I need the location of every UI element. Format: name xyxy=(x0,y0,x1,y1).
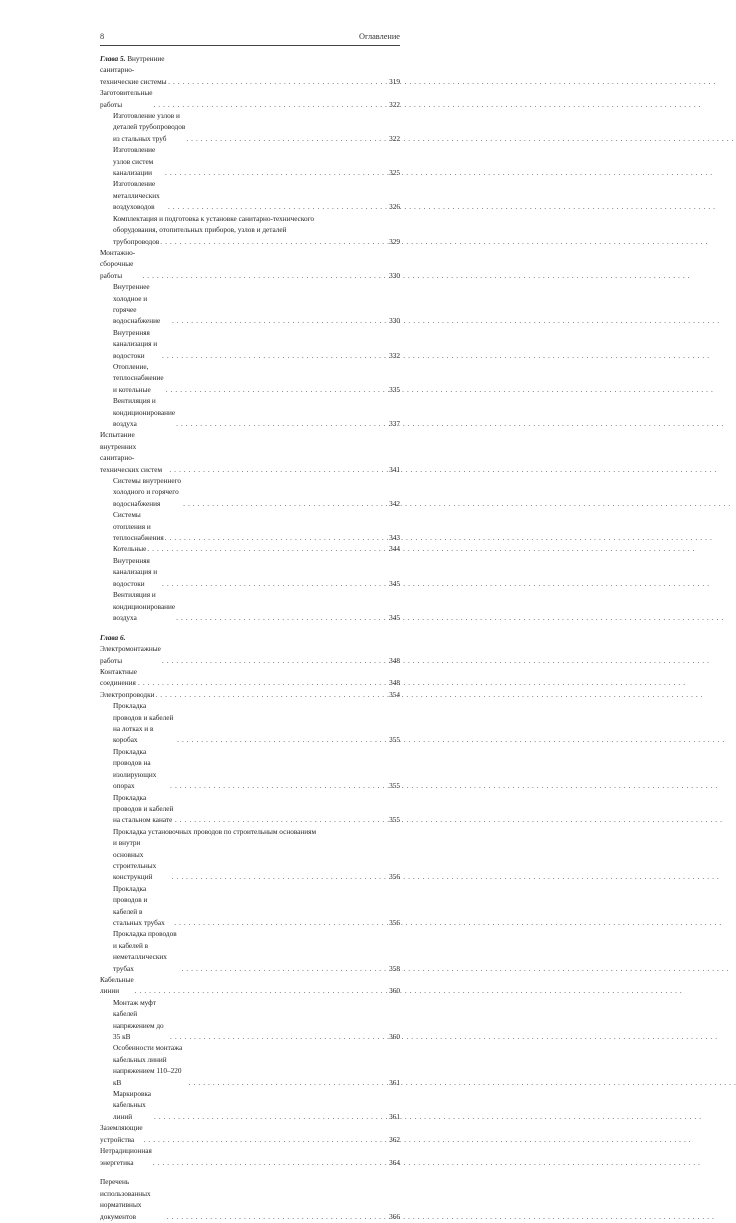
toc-entry-title xyxy=(113,237,159,248)
dot-leader xyxy=(177,735,388,746)
toc-entry-title xyxy=(113,510,164,544)
dot-leader xyxy=(153,100,388,111)
toc-page-number: 341 xyxy=(389,465,400,474)
toc-entry-text: Перечень использованных нормативных документов xyxy=(100,1178,151,1221)
toc-entry[interactable] xyxy=(100,179,400,213)
toc-entry-text: Вентиляция и кондиционирование воздуха xyxy=(113,591,176,622)
toc-entry-title xyxy=(113,1089,153,1123)
toc-page-number: 364 xyxy=(389,1158,400,1167)
dot-leader xyxy=(174,918,388,929)
dot-leader xyxy=(168,77,388,88)
toc-page-number: 355 xyxy=(389,816,400,825)
toc-entry-title xyxy=(100,1146,152,1169)
toc-entry-title xyxy=(113,929,180,975)
toc-entry[interactable] xyxy=(100,248,400,282)
toc-entry-text: Прокладка проводов на изолирующих опорах xyxy=(113,747,157,791)
toc-entry-title xyxy=(100,88,152,111)
toc-page-number: 348 xyxy=(389,679,400,688)
dot-leader xyxy=(172,872,388,883)
toc-entry-title xyxy=(100,633,161,667)
toc-entry-line: Прокладка установочных проводов по строительным основаниям xyxy=(113,827,317,836)
toc-entry[interactable] xyxy=(100,111,400,145)
toc-entry-text: Монтаж муфт кабелей напряжением до 35 кВ xyxy=(113,998,164,1042)
toc-page-number: 330 xyxy=(389,271,400,280)
toc-entry-text: Изготовление металлических воздуховодов xyxy=(113,180,160,212)
toc-entry[interactable] xyxy=(100,145,400,179)
dot-leader xyxy=(155,690,388,701)
toc-page-number: 322 xyxy=(389,134,400,143)
toc-page-number: 348 xyxy=(389,656,400,665)
toc-page-number: 337 xyxy=(389,420,400,428)
dot-leader xyxy=(153,1158,388,1169)
toc-entry-text: Внутренние санитарно-технические системы xyxy=(100,55,167,86)
toc-entry[interactable] xyxy=(100,362,400,396)
toc-entry[interactable] xyxy=(100,328,400,362)
toc-entry-text: Отопление, теплоснабжение и котельные xyxy=(113,362,164,394)
toc-entry-title xyxy=(113,328,161,362)
toc-page-number: 335 xyxy=(389,385,400,394)
toc-entry-text: Прокладка проводов и кабелей на лотках и в коробах xyxy=(113,702,174,745)
toc-entry[interactable] xyxy=(100,633,400,667)
toc-entry-title xyxy=(113,998,169,1044)
chapter-label: Глава 5. xyxy=(100,55,126,63)
toc-entry-title xyxy=(113,362,165,396)
dot-leader xyxy=(181,964,388,975)
toc-page-number: 345 xyxy=(389,579,400,588)
toc-entry-title xyxy=(100,690,154,701)
toc-page-number: 330 xyxy=(389,317,400,326)
toc-entry[interactable] xyxy=(100,690,400,701)
toc-entry[interactable] xyxy=(100,667,400,690)
toc-entry-text: Кабельные линии xyxy=(100,976,134,996)
toc-entry-title xyxy=(113,282,171,328)
toc-entry[interactable] xyxy=(100,1043,400,1089)
toc-entry-text: Системы отопления и теплоснабжения xyxy=(113,511,164,543)
toc-entry-text: Испытание внутренних санитарно-технических систем xyxy=(100,431,163,474)
toc-page-number: 343 xyxy=(389,534,400,543)
toc-entry[interactable] xyxy=(100,282,400,328)
dot-leader xyxy=(170,1032,388,1043)
toc-entry-text: Монтажно-сборочные работы xyxy=(100,248,136,280)
dot-leader xyxy=(138,678,388,689)
toc-page-number: 319 xyxy=(389,77,400,86)
toc-entry-text: и внутри основных строительных конструкций xyxy=(113,839,157,882)
toc-entry-title xyxy=(100,667,137,690)
page-number: 8 xyxy=(100,32,105,41)
dot-leader xyxy=(172,316,388,327)
dot-leader xyxy=(154,1112,388,1123)
toc-entry-title xyxy=(113,179,167,213)
dot-leader xyxy=(165,533,388,544)
toc-entry-text: Заземляющие устройства xyxy=(100,1124,143,1144)
toc-entry-text: Внутренняя канализация и водостоки xyxy=(113,556,158,588)
running-header xyxy=(100,30,400,44)
section-gap xyxy=(100,1169,400,1178)
toc-entry-title xyxy=(113,793,174,827)
toc-entry[interactable] xyxy=(100,747,400,793)
toc-entry[interactable] xyxy=(100,510,400,544)
toc-entry-text: Изготовление узлов и деталей трубопроводов из стальных труб xyxy=(113,112,186,143)
toc-entry-text: Вентиляция и кондиционирование воздуха xyxy=(113,397,176,428)
toc-entry[interactable] xyxy=(100,998,400,1044)
toc-entry-title xyxy=(113,884,173,930)
toc-entry[interactable] xyxy=(100,701,400,747)
dot-leader xyxy=(160,237,388,248)
toc-entry-text: Электропроводки xyxy=(100,690,155,699)
toc-entry-title xyxy=(113,838,171,884)
toc-page-number: 361 xyxy=(389,1078,400,1087)
toc-entry-text: Нетрадиционная энергетика xyxy=(100,1147,152,1167)
dot-leader xyxy=(144,1135,389,1146)
toc-page-number: 355 xyxy=(389,782,400,791)
dot-leader xyxy=(162,656,388,667)
toc-entry-line: оборудования, отопительных приборов, узлов и деталей xyxy=(113,226,287,235)
toc-entry[interactable] xyxy=(100,396,400,430)
toc-entry-title xyxy=(113,701,176,747)
toc-page-number: 361 xyxy=(389,1112,400,1121)
toc-entry-title xyxy=(113,544,146,555)
toc-page-number: 326 xyxy=(389,203,400,212)
toc-page-number: 366 xyxy=(389,1212,400,1221)
toc-entry-title xyxy=(100,1177,166,1223)
dot-leader xyxy=(169,465,388,476)
toc-entry-text: Прокладка проводов и кабелей на стальном канате xyxy=(113,793,174,825)
dot-leader xyxy=(147,544,388,555)
toc-page-number: 356 xyxy=(389,873,400,882)
toc-entry-title xyxy=(113,556,161,590)
dot-leader xyxy=(176,419,388,430)
toc-entry-text: Системы внутреннего холодного и горячего водоснабжения xyxy=(113,477,182,508)
document-page xyxy=(100,30,400,1221)
toc-entry-text: Заготовительные работы xyxy=(100,89,153,109)
section-gap xyxy=(100,624,400,633)
toc-entry-text: Прокладка проводов и кабелей в стальных трубах xyxy=(113,884,165,927)
toc-entry-text: Изготовление узлов систем канализации xyxy=(113,146,156,178)
toc-entry-title xyxy=(100,1123,143,1146)
toc-entry-title xyxy=(113,747,169,793)
toc-entry-text: Маркировка кабельных линий xyxy=(113,1090,151,1121)
toc-entry[interactable] xyxy=(100,1123,400,1146)
toc-page-number: 362 xyxy=(389,1135,400,1144)
dot-leader xyxy=(162,579,388,590)
toc-entry-title xyxy=(113,476,182,510)
toc-entry-title xyxy=(100,248,141,282)
toc-page-number: 329 xyxy=(389,237,400,246)
dot-leader xyxy=(183,499,388,510)
toc-entry-text: Контактные соединения xyxy=(100,668,138,688)
toc-entry-title xyxy=(100,430,168,476)
toc-entry[interactable] xyxy=(100,929,400,975)
dot-leader xyxy=(170,781,388,792)
toc-entry-text: трубопроводов xyxy=(113,237,160,246)
toc-page-number: 354 xyxy=(389,690,400,699)
toc-entry[interactable] xyxy=(100,1089,400,1123)
toc-page-number: 360 xyxy=(389,987,400,996)
toc-page-number: 325 xyxy=(389,169,400,178)
toc-page-number: 322 xyxy=(389,100,400,109)
toc-entry[interactable] xyxy=(100,430,400,476)
toc-entry-line: Комплектация и подготовка к установке санитарно-технического xyxy=(113,214,315,223)
toc-page-number: 342 xyxy=(389,499,400,508)
toc-page-number: 358 xyxy=(389,964,400,973)
dot-leader xyxy=(165,168,388,179)
dot-leader xyxy=(176,613,388,624)
toc-entry-text: Котельные xyxy=(113,545,147,554)
toc-entry[interactable] xyxy=(100,1177,400,1223)
dot-leader xyxy=(142,271,388,282)
toc-entry-title xyxy=(113,111,185,145)
toc-entry[interactable] xyxy=(100,476,400,510)
toc-entry[interactable] xyxy=(100,54,400,88)
dot-leader xyxy=(167,1212,388,1223)
toc-entry-text: Особенности монтажа кабельных линий напряжением 110–220 кВ xyxy=(113,1044,183,1087)
toc-entry-title xyxy=(100,975,134,998)
dot-leader xyxy=(189,1078,388,1089)
toc-entry-text: Электромонтажные работы xyxy=(100,645,161,665)
toc-entry[interactable] xyxy=(100,884,400,930)
toc-page-number: 345 xyxy=(389,613,400,622)
toc-entry-text: Внутренняя канализация и водостоки xyxy=(113,328,158,360)
dot-leader xyxy=(162,351,388,362)
table-of-contents xyxy=(100,54,400,1223)
toc-entry-title xyxy=(100,54,167,88)
toc-entry[interactable] xyxy=(100,237,400,248)
toc-entry[interactable] xyxy=(100,556,400,590)
dot-leader xyxy=(175,815,388,826)
toc-entry[interactable] xyxy=(100,590,400,624)
toc-entry[interactable] xyxy=(100,1146,400,1169)
toc-page-number: 360 xyxy=(389,1033,400,1042)
chapter-label: Глава 6. xyxy=(100,633,126,642)
toc-page-number: 355 xyxy=(389,736,400,745)
toc-page-number: 356 xyxy=(389,918,400,927)
dot-leader xyxy=(166,385,388,396)
toc-entry-text: Прокладка проводов и кабелей в неметаллических трубах xyxy=(113,930,177,973)
toc-entry[interactable] xyxy=(100,544,400,555)
toc-entry-title xyxy=(113,396,175,430)
toc-page-number: 332 xyxy=(389,351,400,360)
toc-entry-title xyxy=(113,590,175,624)
toc-entry[interactable] xyxy=(100,88,400,111)
dot-leader xyxy=(186,134,388,145)
toc-entry[interactable] xyxy=(100,838,400,884)
toc-entry-title xyxy=(113,145,164,179)
header-rule xyxy=(100,45,400,46)
dot-leader xyxy=(135,986,388,997)
toc-entry-title xyxy=(113,1043,188,1089)
running-title: Оглавление xyxy=(359,32,400,41)
dot-leader xyxy=(168,202,388,213)
toc-entry-text: Внутреннее холодное и горячее водоснабжение xyxy=(113,283,161,326)
toc-entry[interactable] xyxy=(100,975,400,998)
toc-entry[interactable] xyxy=(100,793,400,827)
toc-page-number: 344 xyxy=(389,545,400,554)
